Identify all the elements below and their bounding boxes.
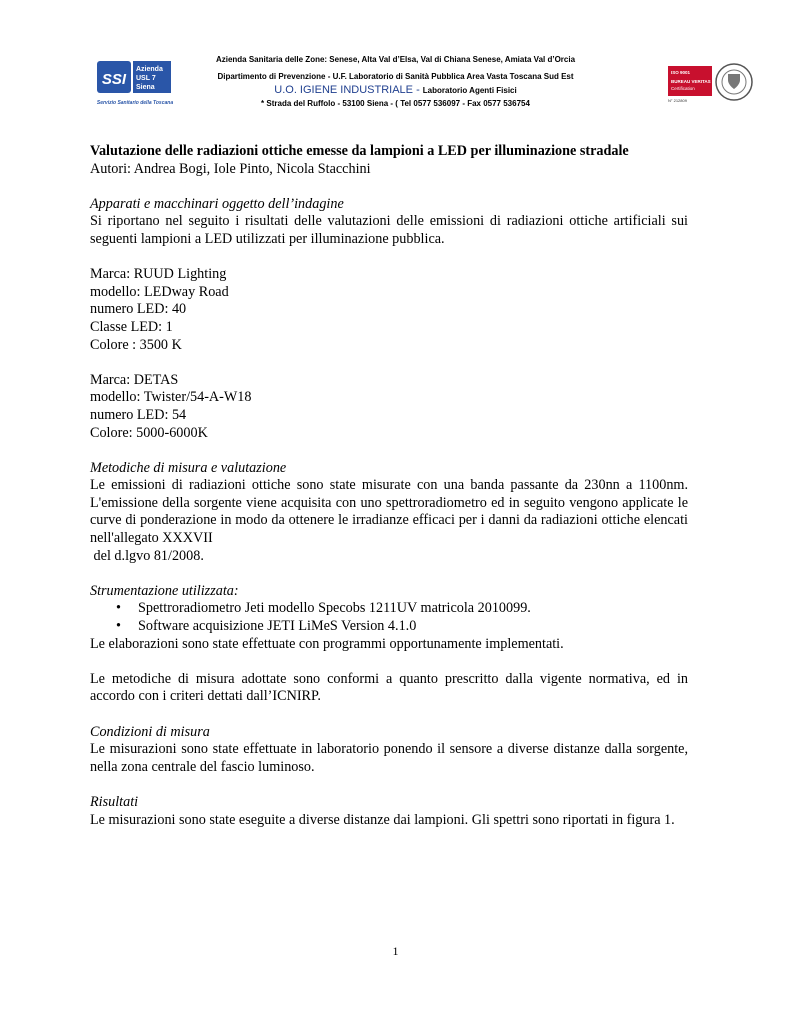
lamp2-brand: Marca: DETAS [90, 371, 179, 388]
seal-shield-icon [728, 74, 740, 89]
paragraph-metodiche-end: del d.lgvo 81/2008. [90, 547, 204, 564]
address-line: * Strada del Ruffolo - 53100 Siena - ( Tel 0577 536097 - Fax 0577 536754 [261, 99, 530, 108]
lamp1-brand: Marca: RUUD Lighting [90, 266, 227, 283]
page-number: 1 [392, 944, 399, 958]
document-title: Valutazione delle radiazioni ottiche emesse da lampioni a LED per illuminazione stradale [90, 143, 629, 159]
cert-line-3: Certification [671, 86, 695, 91]
cert-line-1: ISO 9001 [671, 70, 691, 75]
paragraph-metodiche: Le emissioni di radiazioni ottiche sono state misurate con una banda passante da 230nn a 1100nm. L'emissione della sorgente viene acquisita con uno spettroradiometro ed in seguito vengono applicate le curve di ponderazione in modo da ottenere le irradianze efficaci per i danni da radiazioni ottiche elencati nell'allegato XXXVII [90, 477, 688, 547]
paragraph-risultati: Le misurazioni sono state eseguite a diverse distanze dai lampioni. Gli spettri sono riportati in figura 1. [90, 811, 675, 828]
dept-line: Dipartimento di Prevenzione - U.F. Laboratorio di Sanità Pubblica Area Vasta Toscana Sud Est [217, 72, 574, 81]
instrument-list [90, 600, 688, 635]
lamp1-color: Colore : 3500 K [90, 336, 182, 353]
uo-sub: Laboratorio Agenti Fisici [422, 86, 517, 95]
lamp2-led-count: numero LED: 54 [90, 406, 187, 423]
paragraph-conformita: Le metodiche di misura adottate sono conformi a quanto prescritto dalla vigente normativa, ed in accordo con i criteri dettati dall’ICNIRP. [90, 670, 688, 705]
logo-line-3: Siena [136, 84, 155, 91]
uo-main: U.O. IGIENE INDUSTRIALE - [274, 84, 423, 96]
lamp1-model: modello: LEDway Road [90, 283, 229, 300]
paragraph-elaborazioni: Le elaborazioni sono state effettuate con programmi opportunamente implementati. [90, 635, 564, 652]
section-heading-strumentazione: Strumentazione utilizzata: [90, 582, 239, 599]
org-line: Azienda Sanitaria delle Zone: Senese, Alta Val d’Elsa, Val di Chiana Senese, Amiata Val d’Orcia [215, 55, 576, 64]
document-authors: Autori: Andrea Bogi, Iole Pinto, Nicola Stacchini [90, 160, 371, 177]
paragraph-condizioni: Le misurazioni sono state effettuate in laboratorio ponendo il sensore a diverse distanze dalla sorgente, nella zona centrale del fascio luminoso. [90, 741, 688, 775]
section-heading-risultati: Risultati [90, 793, 139, 810]
certification-logo [668, 62, 754, 104]
lamp2-color: Colore: 5000-6000K [90, 424, 208, 441]
section-heading-apparati: Apparati e macchinari oggetto dell’indagine [90, 195, 344, 212]
paragraph-apparati: Si riportano nel seguito i risultati delle valutazioni delle emissioni di radiazioni ottiche artificiali sui seguenti lampioni a LED utilizzati per illuminazione pubblica. [90, 213, 688, 247]
logo-line-1: Azienda [136, 66, 163, 73]
section-heading-condizioni: Condizioni di misura [90, 723, 210, 740]
cert-number: N° 212809 [668, 98, 687, 103]
document-body [90, 143, 688, 829]
list-item: • Spettroradiometro Jeti modello Specobs 1211UV matricola 2010099. [90, 600, 688, 618]
logo-mark: SSI [101, 71, 127, 88]
logo-caption: Servizio Sanitario della Toscana [96, 100, 174, 106]
lamp1-led-count: numero LED: 40 [90, 301, 187, 318]
cert-line-2: BUREAU VERITAS [671, 79, 711, 84]
section-heading-metodiche: Metodiche di misura e valutazione [90, 459, 287, 476]
lamp2-model: modello: Twister/54-A-W18 [90, 389, 252, 406]
lamp1-led-class: Classe LED: 1 [90, 318, 173, 335]
logo-line-2: USL 7 [136, 75, 156, 82]
list-item: • Software acquisizione JETI LiMeS Version 4.1.0 [90, 618, 688, 636]
